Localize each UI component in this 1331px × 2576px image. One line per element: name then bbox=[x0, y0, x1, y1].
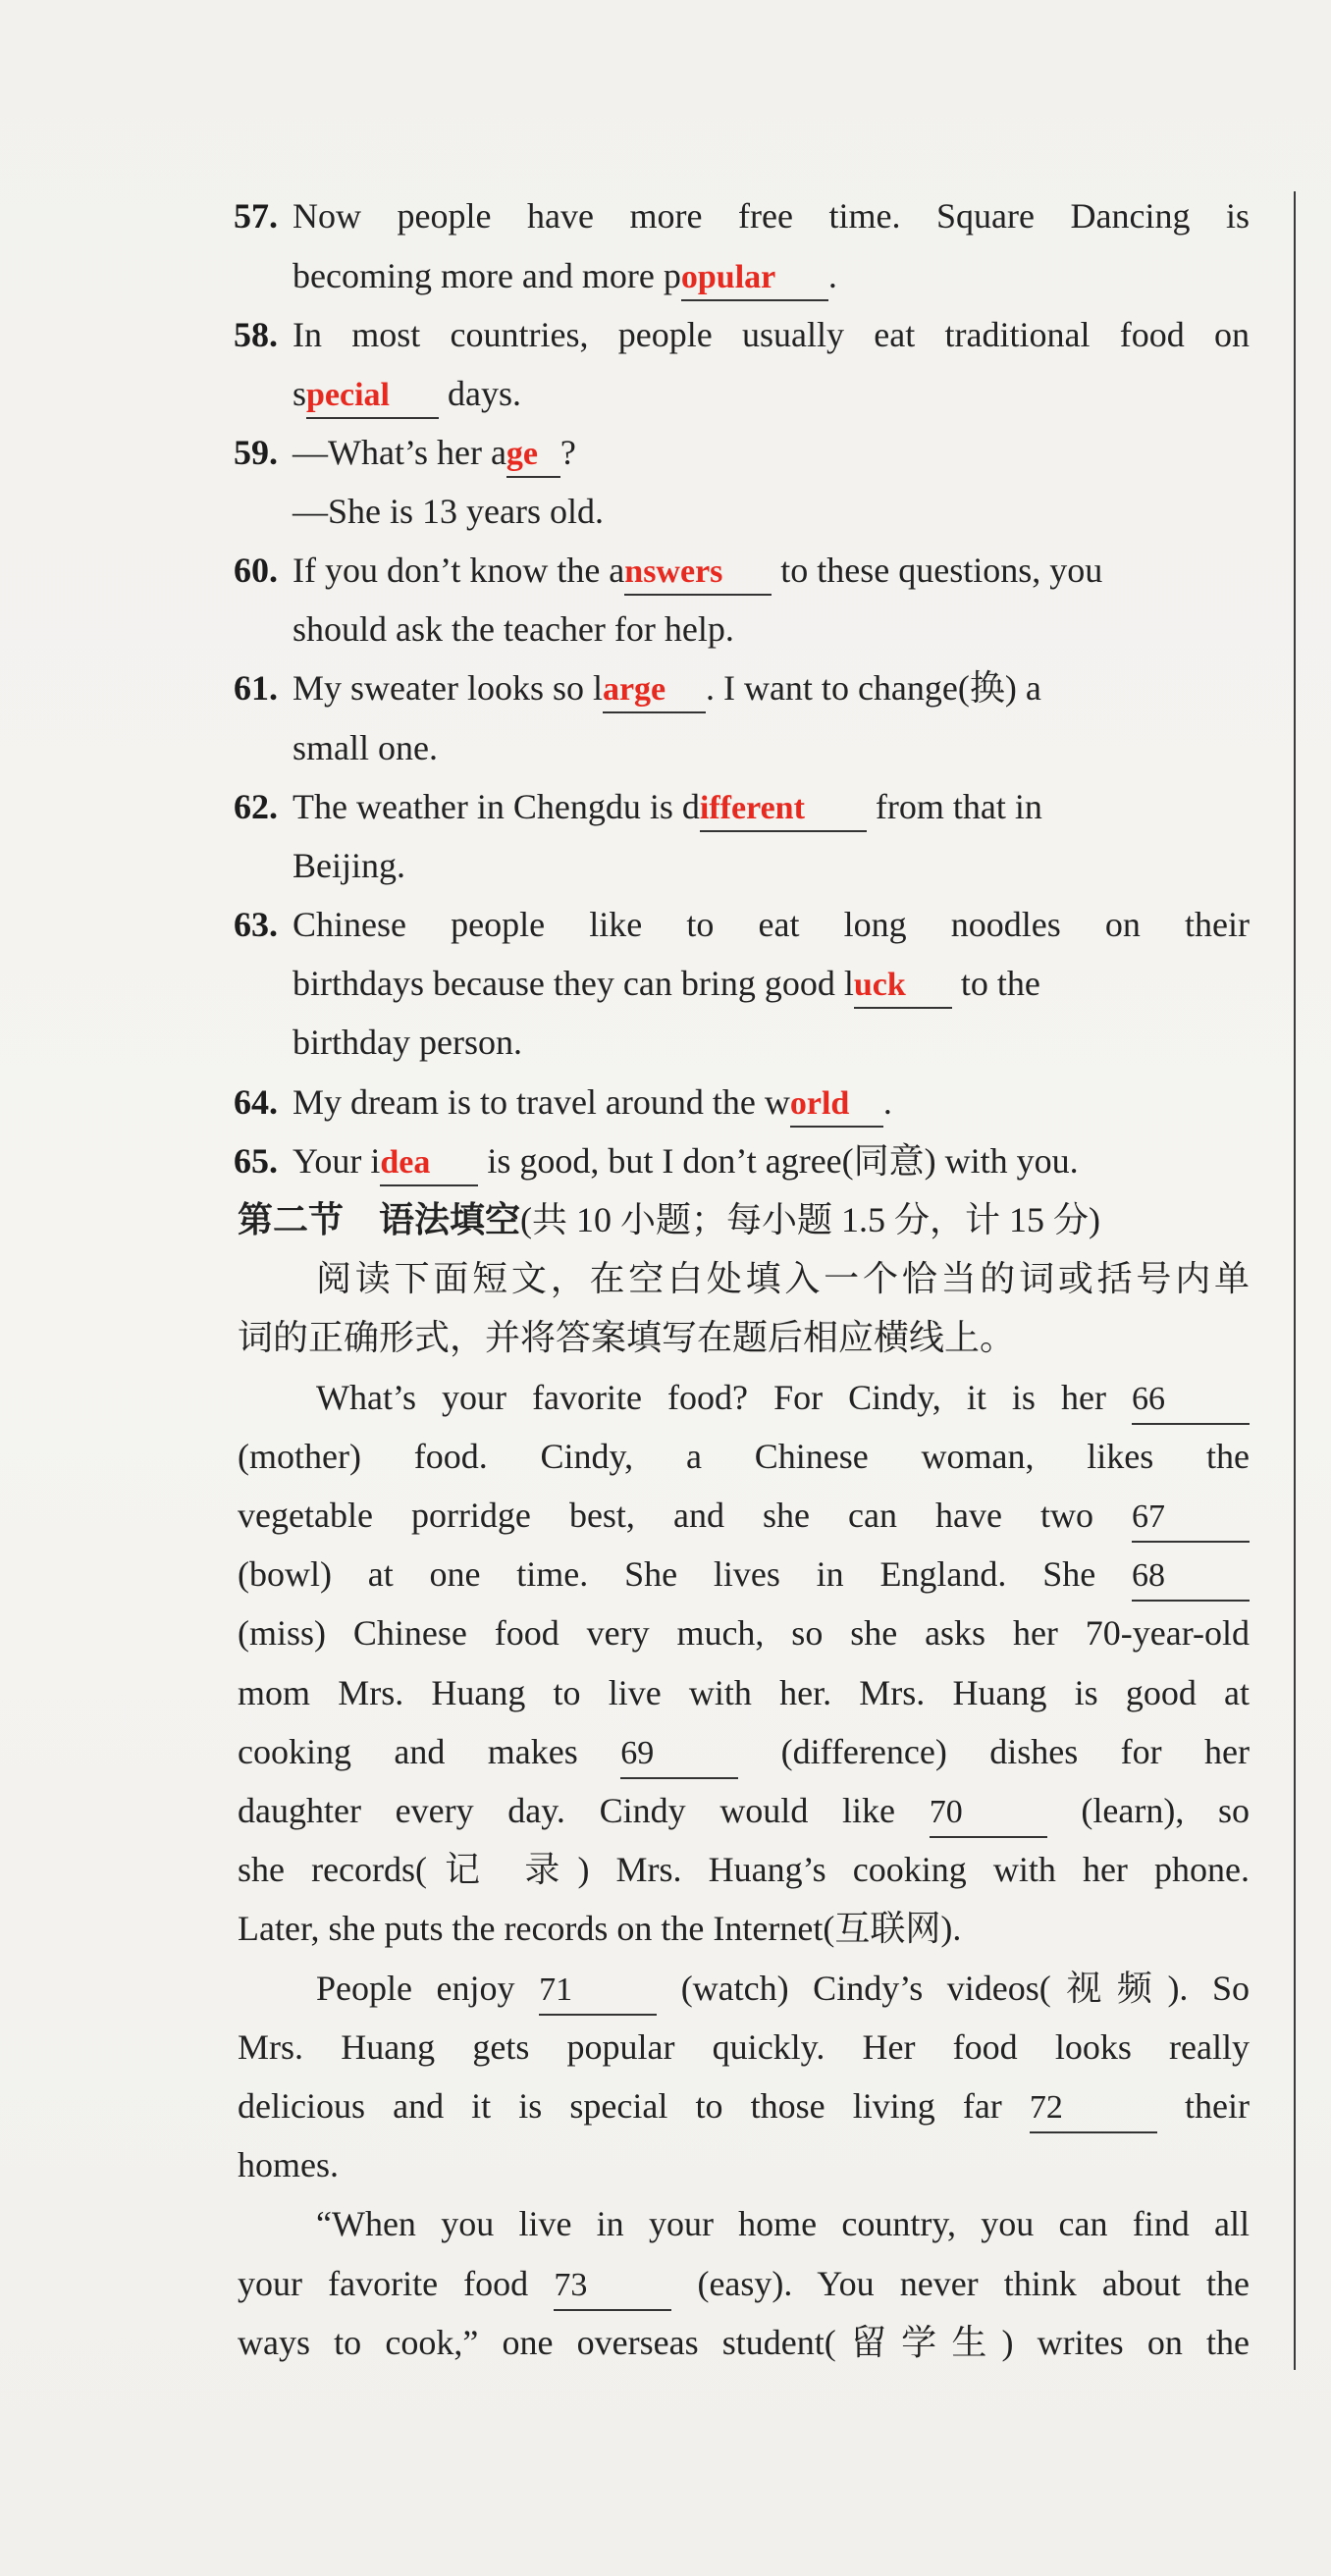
filled-answer: orld bbox=[789, 1085, 850, 1122]
question-text: —She is 13 years old. bbox=[293, 492, 604, 531]
question-text: In most countries, people usually eat traditional food on bbox=[293, 315, 1250, 354]
passage-text bbox=[238, 1545, 1250, 1603]
question-64-line-1 bbox=[0, 1073, 1276, 1131]
question-number: 58. bbox=[234, 315, 278, 354]
question-number: 60. bbox=[234, 551, 278, 590]
question-61-line-1 bbox=[0, 658, 1276, 717]
passage-line-13 bbox=[0, 2077, 1276, 2135]
question-number: 62. bbox=[234, 787, 278, 826]
question-58-line-1 bbox=[0, 305, 1276, 364]
text-segment: The weather in Chengdu is d bbox=[293, 787, 700, 826]
question-text bbox=[293, 658, 1250, 717]
margin-rule bbox=[1294, 191, 1296, 2370]
passage-line-7 bbox=[0, 1722, 1276, 1781]
text-segment: (learn), so bbox=[1081, 1791, 1251, 1830]
question-60-line-2 bbox=[0, 600, 1276, 658]
question-57-line-1 bbox=[0, 186, 1276, 245]
text-segment: becoming more and more p bbox=[293, 256, 681, 295]
passage-text: Mrs. Huang gets popular quickly. Her food looks really bbox=[238, 2027, 1250, 2067]
passage-text bbox=[238, 1959, 1250, 2018]
passage-line-4 bbox=[0, 1545, 1276, 1603]
question-number: 63. bbox=[234, 905, 278, 944]
passage-line-8 bbox=[0, 1781, 1276, 1840]
answer-blank bbox=[506, 429, 560, 478]
text-segment: daughter every day. Cindy would like bbox=[238, 1791, 895, 1830]
passage-text bbox=[238, 2254, 1250, 2313]
question-text bbox=[293, 541, 1250, 600]
question-60-line-1 bbox=[0, 541, 1276, 600]
question-text bbox=[293, 954, 1250, 1013]
question-number: 57. bbox=[234, 196, 278, 236]
text-segment: (watch) Cindy’s videos(视频). So bbox=[680, 1969, 1251, 2008]
instruction-text: 阅读下面短文，在空白处填入一个恰当的词或括号内单 bbox=[316, 1259, 1250, 1298]
text-segment: vegetable porridge best, and she can have two bbox=[238, 1496, 1093, 1535]
text-segment: ? bbox=[559, 433, 576, 472]
answer-blank bbox=[700, 783, 867, 832]
passage-line-2 bbox=[0, 1427, 1276, 1486]
question-text: Beijing. bbox=[293, 846, 405, 885]
question-text bbox=[293, 1131, 1250, 1190]
answer-blank bbox=[790, 1078, 883, 1128]
filled-answer: opular bbox=[680, 259, 776, 295]
text-segment: s bbox=[293, 374, 307, 413]
passage-line-16 bbox=[0, 2254, 1276, 2313]
text-segment: What’s your favorite food? For Cindy, it is her bbox=[316, 1378, 1106, 1417]
question-61-line-2 bbox=[0, 718, 1276, 777]
passage-line-15 bbox=[0, 2194, 1276, 2253]
answer-blank bbox=[681, 252, 828, 301]
section-title: 第二节 语法填空 bbox=[238, 1200, 521, 1239]
passage-text: homes. bbox=[238, 2145, 339, 2184]
question-text: Now people have more free time. Square Dancing is bbox=[293, 196, 1250, 236]
question-number: 65. bbox=[234, 1141, 278, 1181]
answer-blank bbox=[380, 1137, 478, 1186]
text-segment: your favorite food bbox=[238, 2264, 529, 2303]
filled-answer: ge bbox=[506, 436, 539, 472]
blank-66: 66 bbox=[1132, 1376, 1250, 1425]
question-text bbox=[293, 246, 1250, 305]
question-62-line-1 bbox=[0, 777, 1276, 836]
filled-answer: nswers bbox=[624, 553, 723, 590]
passage-text bbox=[238, 1368, 1250, 1427]
question-59-line-1 bbox=[0, 423, 1276, 482]
passage-line-1 bbox=[0, 1368, 1276, 1427]
passage-text: ways to cook,” one overseas student(留学生) writes on the bbox=[238, 2323, 1250, 2362]
blank-68: 68 bbox=[1132, 1552, 1250, 1602]
section-title-line bbox=[238, 1190, 1250, 1249]
passage-line-5 bbox=[0, 1603, 1276, 1662]
blank-73: 73 bbox=[554, 2262, 671, 2311]
passage-line-9 bbox=[0, 1840, 1276, 1899]
question-57-line-2 bbox=[0, 246, 1276, 305]
passage-line-6 bbox=[0, 1663, 1276, 1722]
text-segment: . bbox=[882, 1082, 892, 1122]
passage-text: mom Mrs. Huang to live with her. Mrs. Huang is good at bbox=[238, 1673, 1250, 1712]
passage-text: Later, she puts the records on the Internet(互联网). bbox=[238, 1909, 962, 1948]
passage-text bbox=[238, 1486, 1250, 1545]
question-text bbox=[293, 1073, 1250, 1131]
question-text: birthday person. bbox=[293, 1023, 522, 1062]
section-scoring-note: (共 10 小题；每小题 1.5 分，计 15 分) bbox=[520, 1200, 1100, 1239]
text-segment: My dream is to travel around the w bbox=[293, 1082, 790, 1122]
text-segment: birthdays because they can bring good l bbox=[293, 964, 854, 1003]
answer-blank bbox=[306, 370, 439, 419]
text-segment: cooking and makes bbox=[238, 1732, 578, 1771]
question-number: 64. bbox=[234, 1082, 278, 1122]
instruction-line-2 bbox=[0, 1308, 1276, 1367]
question-text bbox=[293, 423, 1250, 482]
text-segment: Your i bbox=[293, 1141, 381, 1181]
question-text bbox=[293, 777, 1250, 836]
text-segment: If you don’t know the a bbox=[293, 551, 625, 590]
question-text: small one. bbox=[293, 728, 438, 767]
blank-70: 70 bbox=[930, 1789, 1047, 1838]
instruction-text: 词的正确形式，并将答案填写在题后相应横线上。 bbox=[238, 1318, 1016, 1357]
text-segment: to the bbox=[951, 964, 1040, 1003]
question-63-line-3 bbox=[0, 1013, 1276, 1072]
passage-line-10 bbox=[0, 1899, 1276, 1958]
instruction-line-1 bbox=[0, 1249, 1276, 1308]
question-63-line-1 bbox=[0, 895, 1276, 954]
filled-answer: uck bbox=[853, 967, 906, 1003]
passage-text: (mother) food. Cindy, a Chinese woman, likes the bbox=[238, 1437, 1250, 1476]
question-58-line-2 bbox=[0, 364, 1276, 423]
text-segment: (difference) dishes for her bbox=[780, 1732, 1251, 1771]
text-segment: . bbox=[827, 256, 837, 295]
section-heading bbox=[0, 1190, 1276, 1249]
answer-blank bbox=[624, 547, 772, 596]
question-65-line-1 bbox=[0, 1131, 1276, 1190]
passage-line-12 bbox=[0, 2018, 1276, 2077]
text-segment: from that in bbox=[866, 787, 1042, 826]
passage-line-14 bbox=[0, 2135, 1276, 2194]
text-segment: —What’s her a bbox=[293, 433, 506, 472]
filled-answer: pecial bbox=[306, 377, 390, 413]
question-text: Chinese people like to eat long noodles on their bbox=[293, 905, 1250, 944]
question-number: 59. bbox=[234, 433, 278, 472]
text-segment: their bbox=[1185, 2086, 1251, 2126]
filled-answer: arge bbox=[602, 671, 666, 708]
passage-text: she records(记 录) Mrs. Huang’s cooking with her phone. bbox=[238, 1850, 1250, 1889]
passage-line-17 bbox=[0, 2313, 1276, 2372]
text-segment: . I want to change(换) a bbox=[705, 668, 1041, 708]
filled-answer: dea bbox=[380, 1144, 431, 1181]
question-63-line-2 bbox=[0, 954, 1276, 1013]
blank-69: 69 bbox=[620, 1730, 738, 1779]
passage-text: (miss) Chinese food very much, so she asks her 70-year-old bbox=[238, 1613, 1250, 1653]
blank-67: 67 bbox=[1132, 1494, 1250, 1543]
answer-blank bbox=[854, 960, 952, 1009]
text-segment: People enjoy bbox=[316, 1969, 515, 2008]
text-segment: delicious and it is special to those living far bbox=[238, 2086, 1002, 2126]
text-segment: to these questions, you bbox=[772, 551, 1103, 590]
text-segment: is good, but I don’t agree(同意) with you. bbox=[478, 1141, 1079, 1181]
passage-line-3 bbox=[0, 1486, 1276, 1545]
question-text bbox=[293, 364, 1250, 423]
text-segment: days. bbox=[439, 374, 522, 413]
passage-text bbox=[238, 1722, 1250, 1781]
passage-text bbox=[238, 2077, 1250, 2135]
filled-answer: ifferent bbox=[699, 790, 805, 826]
text-segment: (bowl) at one time. She lives in England. She bbox=[238, 1554, 1096, 1594]
blank-71: 71 bbox=[539, 1967, 657, 2016]
passage-text bbox=[238, 1781, 1250, 1840]
question-number: 61. bbox=[234, 668, 278, 708]
text-segment: My sweater looks so l bbox=[293, 668, 603, 708]
answer-blank bbox=[603, 664, 706, 713]
passage-text: “When you live in your home country, you can find all bbox=[316, 2204, 1250, 2243]
question-59-line-2 bbox=[0, 482, 1276, 541]
blank-72: 72 bbox=[1030, 2084, 1157, 2133]
passage-line-11 bbox=[0, 1959, 1276, 2018]
text-segment: (easy). You never think about the bbox=[697, 2264, 1251, 2303]
question-62-line-2 bbox=[0, 836, 1276, 895]
question-text: should ask the teacher for help. bbox=[293, 609, 734, 649]
